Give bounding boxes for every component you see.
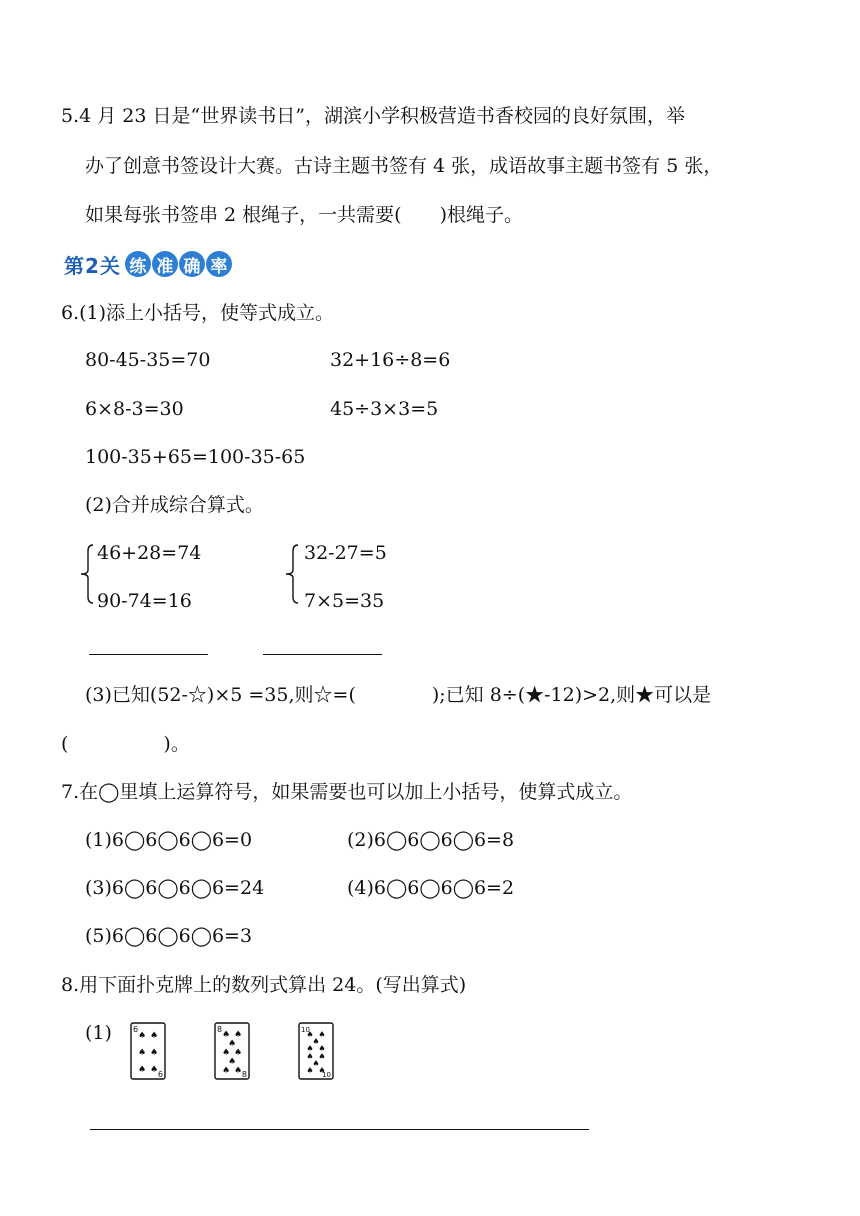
q5-line-2: 办了创意书签设计大赛。古诗主题书签有 4 张，成语故事主题书签有 5 张， — [85, 155, 723, 177]
q6-group-1-eq-1: 46+28=74 — [97, 542, 202, 564]
svg-text:♠: ♠ — [137, 1048, 147, 1058]
svg-text:♠: ♠ — [137, 1031, 147, 1041]
svg-text:♠: ♠ — [318, 1030, 326, 1039]
svg-text:♠: ♠ — [227, 1057, 237, 1067]
svg-text:♠: ♠ — [306, 1044, 314, 1053]
svg-text:♠: ♠ — [137, 1065, 147, 1075]
q5-line-1: 5.4 月 23 日是“世界读书日”，湖滨小学积极营造书香校园的良好氛围，举 — [61, 105, 685, 127]
q7-item-5: (5)6◯6◯6◯6=3 — [85, 925, 253, 947]
q6-title: 6.(1)添上小括号，使等式成立。 — [61, 302, 335, 324]
banner-char-4: 率 — [206, 251, 232, 277]
answer-line-1[interactable] — [89, 654, 208, 655]
q7-item-2: (2)6◯6◯6◯6=8 — [347, 829, 515, 851]
svg-text:♠: ♠ — [318, 1052, 326, 1061]
banner-char-1: 练 — [125, 251, 151, 277]
q5-line-3: 如果每张书签串 2 根绳子，一共需要( )根绳子。 — [85, 204, 523, 226]
svg-text:♠: ♠ — [149, 1048, 159, 1058]
svg-text:♠: ♠ — [149, 1031, 159, 1041]
q7-item-4: (4)6◯6◯6◯6=2 — [347, 877, 515, 899]
svg-text:6: 6 — [133, 1025, 139, 1034]
svg-text:6: 6 — [157, 1070, 163, 1079]
answer-line-q8[interactable] — [90, 1129, 589, 1130]
svg-text:♠: ♠ — [221, 1048, 231, 1058]
brace-left-2 — [285, 543, 299, 605]
svg-text:♠: ♠ — [306, 1030, 314, 1039]
section-banner — [64, 249, 233, 279]
svg-text:8: 8 — [217, 1025, 223, 1034]
svg-text:♠: ♠ — [306, 1066, 314, 1075]
svg-text:♠: ♠ — [306, 1052, 314, 1061]
banner-char-3: 确 — [179, 251, 205, 277]
q6-group-1-eq-2: 90-74=16 — [97, 590, 192, 612]
q6-part-3-line-2: ( )。 — [61, 733, 190, 755]
banner-char-2: 准 — [152, 251, 178, 277]
svg-text:♠: ♠ — [221, 1030, 231, 1040]
svg-text:♠: ♠ — [233, 1066, 243, 1076]
q6-equation-3: 6×8-3=30 — [85, 398, 184, 420]
svg-text:♠: ♠ — [312, 1037, 320, 1046]
card-eight-of-spades — [214, 1022, 250, 1080]
q7-title: 7.在◯里填上运算符号，如果需要也可以加上小括号，使算式成立。 — [61, 781, 633, 803]
svg-text:♠: ♠ — [312, 1059, 320, 1068]
q6-equation-4: 45÷3×3=5 — [330, 398, 439, 420]
banner-stage: 第2关 — [64, 253, 121, 278]
svg-text:♠: ♠ — [149, 1065, 159, 1075]
svg-text:♠: ♠ — [221, 1066, 231, 1076]
card-six-of-spades — [130, 1022, 166, 1080]
q6-equation-1: 80-45-35=70 — [85, 349, 211, 371]
svg-text:8: 8 — [241, 1070, 247, 1079]
svg-text:♠: ♠ — [233, 1048, 243, 1058]
svg-text:♠: ♠ — [233, 1030, 243, 1040]
q6-group-2-eq-2: 7×5=35 — [304, 590, 385, 612]
svg-text:10: 10 — [301, 1026, 310, 1034]
card-ten-of-spades — [298, 1022, 334, 1080]
svg-text:♠: ♠ — [318, 1066, 326, 1075]
svg-text:10: 10 — [322, 1071, 331, 1079]
answer-line-2[interactable] — [263, 654, 382, 655]
q6-equation-2: 32+16÷8=6 — [330, 349, 451, 371]
q6-part-3-line-1: (3)已知(52-☆)×5 =35,则☆=( );已知 8÷(★-12)>2,则★可以是 — [85, 684, 712, 706]
q7-item-1: (1)6◯6◯6◯6=0 — [85, 829, 253, 851]
q7-item-3: (3)6◯6◯6◯6=24 — [85, 877, 265, 899]
q8-title: 8.用下面扑克牌上的数列式算出 24。(写出算式) — [61, 974, 467, 996]
q6-equation-5: 100-35+65=100-35-65 — [85, 446, 306, 468]
q6-part-2-title: (2)合并成综合算式。 — [85, 494, 264, 516]
q8-item-1-label: (1) — [85, 1022, 112, 1044]
brace-left-1 — [80, 543, 94, 605]
q6-group-2-eq-1: 32-27=5 — [304, 542, 387, 564]
svg-text:♠: ♠ — [227, 1039, 237, 1049]
svg-text:♠: ♠ — [318, 1044, 326, 1053]
